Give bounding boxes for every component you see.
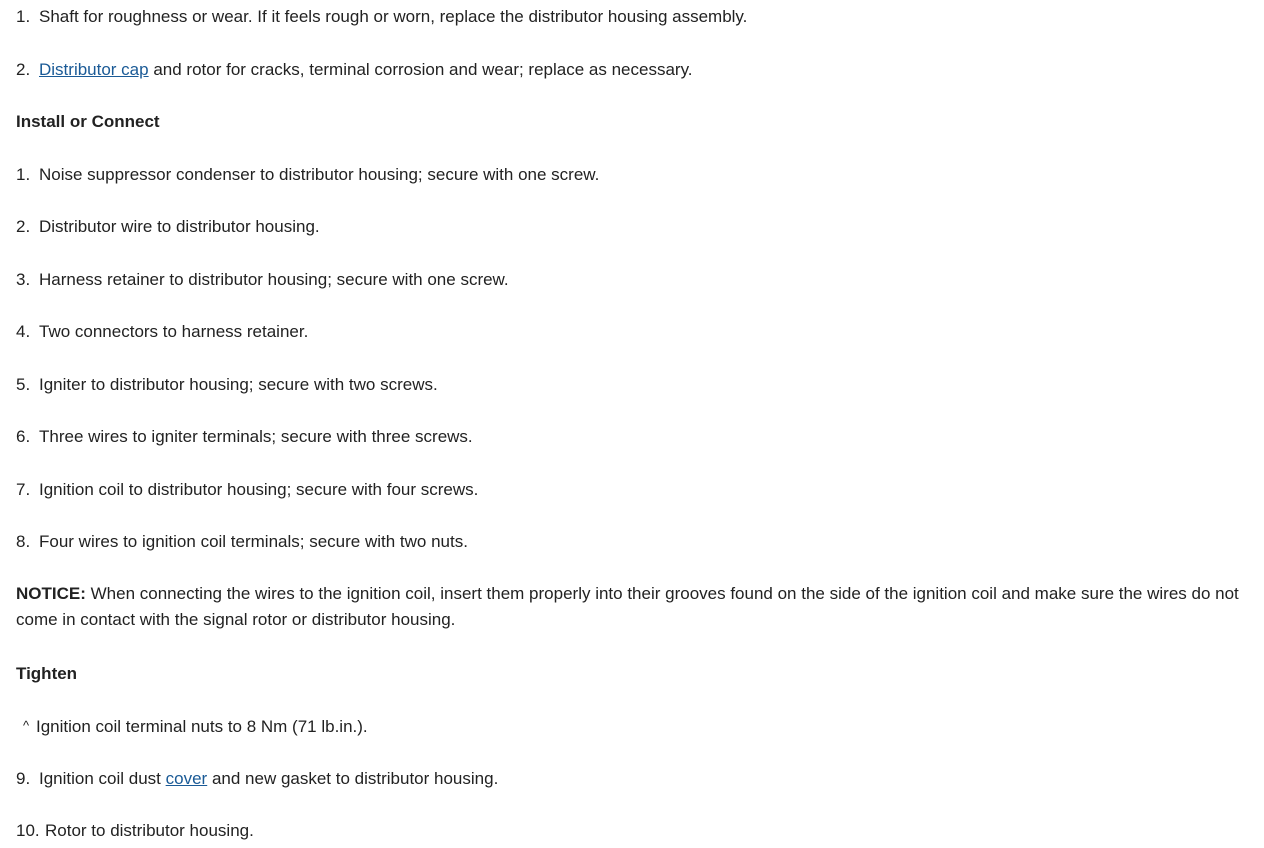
install-heading: Install or Connect: [16, 112, 160, 131]
install-item-5: [16, 374, 438, 396]
install-item-2: [16, 216, 320, 238]
item-text: Four wires to ignition coil terminals; secure with two nuts.: [39, 532, 468, 551]
item-number: 6.: [16, 427, 31, 446]
item-number: 3.: [16, 270, 31, 289]
notice-label: NOTICE:: [16, 584, 86, 603]
item-text: Ignition coil dust: [39, 769, 166, 788]
item-text: and rotor for cracks, terminal corrosion and wear; replace as necessary.: [148, 60, 693, 79]
item-text: Shaft for roughness or wear. If it feels rough or worn, replace the distributor housing assembly.: [39, 7, 748, 26]
install-item-9: [16, 768, 498, 790]
notice-text: When connecting the wires to the ignition coil, insert them properly into their grooves found on the side of the ignition coil and make sure the wires do not come in contact with the signal rotor or distributor housing.: [16, 584, 1239, 629]
item-text: Three wires to igniter terminals; secure with three screws.: [39, 427, 473, 446]
item-text: Rotor to distributor housing.: [45, 821, 254, 840]
item-text: Harness retainer to distributor housing; secure with one screw.: [39, 270, 509, 289]
item-text: Ignition coil to distributor housing; secure with four screws.: [39, 480, 479, 499]
item-number: 9.: [16, 769, 31, 788]
item-number: 8.: [16, 532, 31, 551]
distributor-cap-link[interactable]: Distributor cap: [39, 60, 149, 79]
inspect-item-2: [16, 59, 693, 81]
install-item-4: [16, 321, 308, 343]
item-number: 4.: [16, 322, 31, 341]
tighten-heading: Tighten: [16, 664, 78, 683]
notice-paragraph: [16, 581, 1260, 633]
item-number: 5.: [16, 375, 31, 394]
item-text: Igniter to distributor housing; secure with two screws.: [39, 375, 438, 394]
item-text: and new gasket to distributor housing.: [207, 769, 499, 788]
install-item-7: [16, 479, 478, 501]
item-text: Ignition coil terminal nuts to 8 Nm (71 lb.in.).: [36, 717, 368, 736]
install-item-1: [16, 164, 599, 186]
item-text: Noise suppressor condenser to distributor housing; secure with one screw.: [39, 165, 600, 184]
item-number: 7.: [16, 480, 31, 499]
inspect-item-1: [16, 6, 747, 28]
tighten-item: [16, 715, 368, 738]
install-item-8: [16, 531, 468, 553]
install-item-6: [16, 426, 473, 448]
item-text: Distributor wire to distributor housing.: [39, 217, 320, 236]
item-number: 1.: [16, 165, 31, 184]
item-number: 2.: [16, 60, 31, 79]
item-number: 2.: [16, 217, 31, 236]
item-text: Two connectors to harness retainer.: [39, 322, 309, 341]
caret-bullet-icon: ^: [22, 718, 30, 733]
install-item-10: [16, 820, 254, 842]
item-number: 1.: [16, 7, 31, 26]
install-item-3: [16, 269, 509, 291]
item-number: 10.: [16, 821, 40, 840]
cover-link[interactable]: cover: [165, 769, 208, 788]
